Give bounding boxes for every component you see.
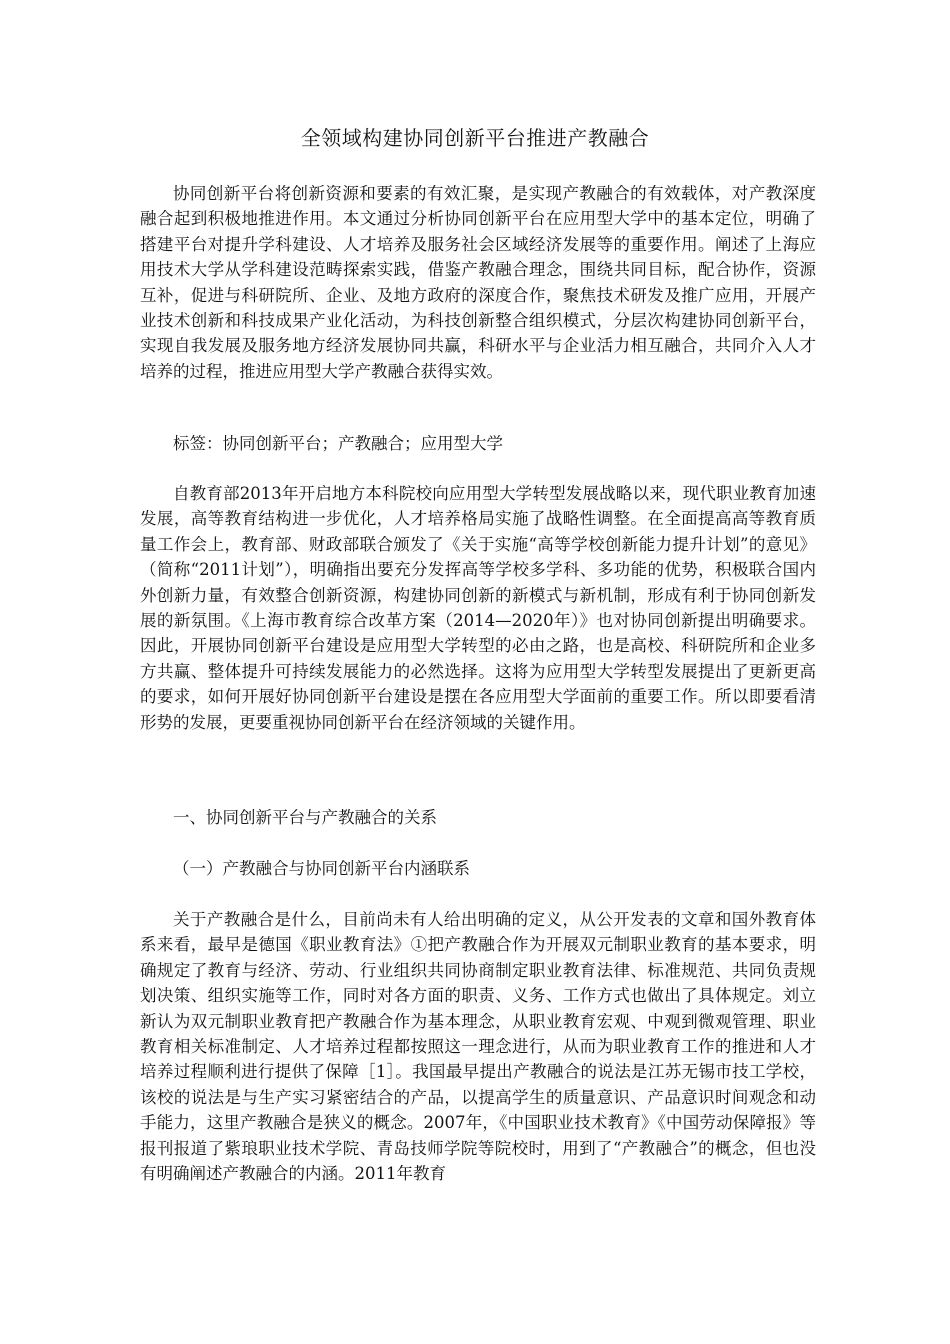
body-paragraph: 关于产教融合是什么，目前尚未有人给出明确的定义，从公开发表的文章和国外教育体系来看，最早是德国《职业教育法》①把产教融合作为开展双元制职业教育的基本要求，明确规定了教育与经济、劳动、行业组织共同协商制定职业教育法律、标准规范、共同负责规划决策、组织实施等工作，同时对各方面的职责、义务、工作方式也做出了具体规定。刘立新认为双元制职业教育把产教融合作为基本理念，从职业教育宏观、中观到微观管理、职业教育相关标准制定、人才培养过程都按照这一理念进行，从而为职业教育工作的推进和人才培养过程顺利进行提供了保障［1］。我国最早提出产教融合的说法是江苏无锡市技工学校，该校的说法是与生产实习紧密结合的产品，以提高学生的质量意识、产品意识时间观念和动手能力，这里产教融合是狭义的概念。2007年，《中国职业技术教育》《中国劳动保障报》等报刊报道了紫琅职业技术学院、青岛技师学院等院校时，用到了“产教融合”的概念，但也没有明确阐述产教融合的内涵。2011年教育 [140,910,816,1184]
keywords-line: 标签：协同创新平台；产教融合；应用型大学 [173,434,503,453]
abstract-paragraph: 协同创新平台将创新资源和要素的有效汇聚，是实现产教融合的有效载体，对产教深度融合起到积极地推进作用。本文通过分析协同创新平台在应用型大学中的基本定位，明确了搭建平台对提升学科建设、人才培养及服务社会区域经济发展等的重要作用。阐述了上海应用技术大学从学科建设范畴探索实践，借鉴产教融合理念，围绕共同目标，配合协作，资源互补，促进与科研院所、企业、及地方政府的深度合作，聚焦技术研发及推广应用，开展产业技术创新和科技成果产业化活动，为科技创新整合组织模式，分层次构建协同创新平台，实现自我发展及服务地方经济发展协同共赢，科研水平与企业活力相互融合，共同介入人才培养的过程，推进应用型大学产教融合获得实效。 [140,184,816,381]
document-title: 全领域构建协同创新平台推进产教融合 [300,126,650,150]
intro-paragraph: 自教育部2013年开启地方本科院校向应用型大学转型发展战略以来，现代职业教育加速发展，高等教育结构进一步优化，人才培养格局实施了战略性调整。在全面提高高等教育质量工作会上，教育部、财政部联合颁发了《关于实施“高等学校创新能力提升计划”的意见》（简称“2011计划”），明确指出要充分发挥高等学校多学科、多功能的优势，积极联合国内外创新力量，有效整合创新资源，构建协同创新的新模式与新机制，形成有利于协同创新发展的新氛围。《上海市教育综合改革方案（2014—2020年）》也对协同创新提出明确要求。因此，开展协同创新平台建设是应用型大学转型的必由之路，也是高校、科研院所和企业多方共赢、整体提升可持续发展能力的必然选择。这将为应用型大学转型发展提出了更新更高的要求，如何开展好协同创新平台建设是摆在各应用型大学面前的重要工作。所以即要看清形势的发展，更要重视协同创新平台在经济领域的关键作用。 [140,484,816,732]
subsection-heading-1: （一）产教融合与协同创新平台内涵联系 [173,859,470,878]
section-heading-1: 一、协同创新平台与产教融合的关系 [173,808,437,827]
